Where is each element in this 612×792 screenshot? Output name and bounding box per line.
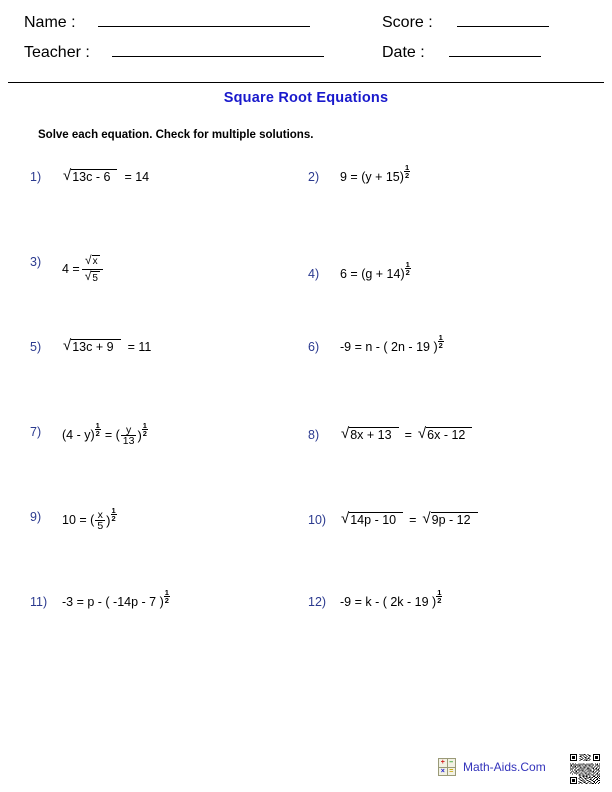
problem-number: 1) <box>30 170 42 184</box>
exponent-one-half <box>438 334 444 349</box>
problem-number: 10) <box>308 513 327 527</box>
radical-expression <box>84 269 100 285</box>
problem-5 <box>30 338 151 355</box>
exponent-denominator: 2 <box>438 341 443 350</box>
problem-number: 6) <box>308 340 320 354</box>
problem-number: 7) <box>30 425 42 439</box>
problem-row <box>0 253 612 338</box>
problem-row <box>0 333 612 423</box>
exponent-denominator: 2 <box>404 171 410 180</box>
inner-fraction <box>121 425 137 446</box>
radical-expression <box>63 337 121 355</box>
equation-lhs: -9 = k - ( 2k - 19 ) <box>340 595 437 610</box>
problem-2 <box>308 163 410 185</box>
equation-rhs: = 11 <box>127 340 152 355</box>
problem-row <box>0 163 612 253</box>
exponent-one-half <box>164 589 170 604</box>
problem-12 <box>308 588 442 610</box>
problem-expression <box>334 426 473 443</box>
problem-expression <box>334 333 444 355</box>
problem-3 <box>30 253 105 284</box>
problem-expression <box>56 588 170 610</box>
radicand: 5 <box>92 273 98 284</box>
exponent-one-half <box>95 422 101 437</box>
equation-lhs: 4 = <box>62 262 80 277</box>
problem-expression <box>334 511 479 528</box>
equation-lhs: (4 - y) <box>62 428 95 443</box>
brand-label: Math-Aids.Com <box>463 760 546 774</box>
radicand: 13c - 6 <box>71 169 117 184</box>
problem-row <box>0 508 612 593</box>
radical-sign: √ <box>341 510 350 527</box>
equation-operator: = <box>404 428 412 443</box>
problem-row <box>0 588 612 678</box>
fraction-numerator: y <box>125 424 132 436</box>
date-label: Date : <box>382 44 425 61</box>
score-label: Score : <box>382 14 433 31</box>
exponent-one-half <box>142 422 148 437</box>
equation-lhs: 9 = (y + 15) <box>340 170 404 185</box>
problem-number: 12) <box>308 595 327 609</box>
header-divider <box>8 82 604 83</box>
radical-expression <box>341 425 399 443</box>
problem-number: 8) <box>308 428 320 442</box>
problem-expression <box>56 253 105 284</box>
teacher-label: Teacher : <box>24 44 90 61</box>
exponent-denominator: 2 <box>437 596 442 605</box>
name-input-rule[interactable] <box>98 25 310 27</box>
equation-operator: = ( <box>104 428 120 443</box>
radical-expression <box>63 167 117 185</box>
problem-6 <box>308 333 444 355</box>
problem-9 <box>30 508 117 531</box>
problem-number: 2) <box>308 170 320 184</box>
score-input-rule[interactable] <box>457 25 549 27</box>
equation-lhs: -3 = p - ( -14p - 7 ) <box>62 595 164 610</box>
fraction-numerator: x <box>97 509 103 521</box>
problem-expression <box>56 508 117 531</box>
radical-sign: √ <box>341 425 350 442</box>
exponent-numerator: 1 <box>404 163 410 172</box>
name-field-row <box>24 14 310 32</box>
radicand: 6x - 12 <box>426 427 472 442</box>
problem-number: 5) <box>30 340 42 354</box>
calculator-icon <box>438 758 456 776</box>
exponent-denominator: 2 <box>111 514 116 523</box>
exponent-numerator: 1 <box>164 588 169 597</box>
problem-11 <box>30 588 170 610</box>
minus-glyph: – <box>449 759 454 767</box>
exponent-numerator: 1 <box>405 260 410 269</box>
exponent-one-half <box>436 589 442 604</box>
worksheet-header <box>0 0 612 84</box>
inner-fraction <box>95 510 105 531</box>
equals-glyph: = <box>449 767 454 775</box>
problem-number: 9) <box>30 510 42 524</box>
problem-row <box>0 423 612 508</box>
equation-operator: = <box>409 513 417 528</box>
equation-rhs: = 14 <box>124 170 150 185</box>
radical-expression <box>85 253 100 268</box>
problem-7 <box>30 423 148 446</box>
equation-lhs: 10 = ( <box>62 513 95 528</box>
radical-sign: √ <box>422 510 431 527</box>
fraction-denominator: 13 <box>122 435 135 447</box>
exponent-one-half <box>111 507 117 522</box>
fraction-denominator: 5 <box>97 520 104 532</box>
problem-expression <box>334 260 411 282</box>
exponent-numerator: 1 <box>438 333 443 342</box>
problem-10 <box>308 511 479 528</box>
radical-sign: √ <box>63 337 72 354</box>
problem-1 <box>30 168 149 185</box>
problem-list <box>0 163 612 678</box>
problem-number: 3) <box>30 255 42 269</box>
exponent-denominator: 2 <box>405 268 410 277</box>
exponent-numerator: 1 <box>142 421 147 430</box>
brand-link[interactable] <box>438 758 546 776</box>
radical-sign: √ <box>85 253 92 267</box>
radicand: 13c + 9 <box>71 339 120 354</box>
radical-sign: √ <box>417 425 427 442</box>
closing-paren: ) <box>106 513 111 528</box>
radicand: 8x + 13 <box>349 427 398 442</box>
problem-expression <box>56 338 151 355</box>
radical-sign: √ <box>63 167 72 184</box>
fraction-numerator <box>82 253 103 269</box>
problem-expression <box>56 168 149 185</box>
equation-lhs: -9 = n - ( 2n - 19 ) <box>340 340 438 355</box>
problem-number: 4) <box>308 267 320 281</box>
radical-expression <box>422 510 477 528</box>
exponent-denominator: 2 <box>164 596 169 605</box>
page-footer <box>0 752 612 792</box>
times-glyph: × <box>440 767 445 775</box>
name-label: Name : <box>24 14 76 31</box>
score-field-row <box>382 14 549 32</box>
exponent-numerator: 1 <box>111 506 116 515</box>
teacher-input-rule[interactable] <box>112 55 324 57</box>
equation-lhs: 6 = (g + 14) <box>340 267 405 282</box>
problem-number: 11) <box>30 595 48 609</box>
exponent-denominator: 2 <box>95 429 100 438</box>
radical-fraction <box>82 253 103 285</box>
radical-sign: √ <box>84 269 92 283</box>
radical-expression <box>341 510 403 528</box>
exponent-one-half <box>405 261 411 276</box>
problem-expression <box>334 163 410 185</box>
radicand: 9p - 12 <box>431 512 478 527</box>
plus-glyph: + <box>440 759 445 767</box>
date-input-rule[interactable] <box>449 55 541 57</box>
exponent-denominator: 2 <box>142 429 147 438</box>
exponent-numerator: 1 <box>437 588 442 597</box>
date-field-row <box>382 44 541 62</box>
problem-expression <box>334 588 442 610</box>
problem-8 <box>308 426 473 443</box>
problem-expression <box>56 423 148 446</box>
radicand: 14p - 10 <box>349 512 403 527</box>
fraction-denominator <box>82 269 103 285</box>
exponent-one-half <box>404 164 410 179</box>
qr-code-icon <box>570 754 600 784</box>
instructions-text: Solve each equation. Check for multiple solutions. <box>38 129 314 141</box>
page-title: Square Root Equations <box>223 90 389 106</box>
radical-expression <box>417 425 472 443</box>
radicand: x <box>92 256 98 267</box>
exponent-numerator: 1 <box>95 421 100 430</box>
problem-4 <box>308 260 411 282</box>
closing-paren: ) <box>137 428 142 443</box>
teacher-field-row <box>24 44 324 62</box>
